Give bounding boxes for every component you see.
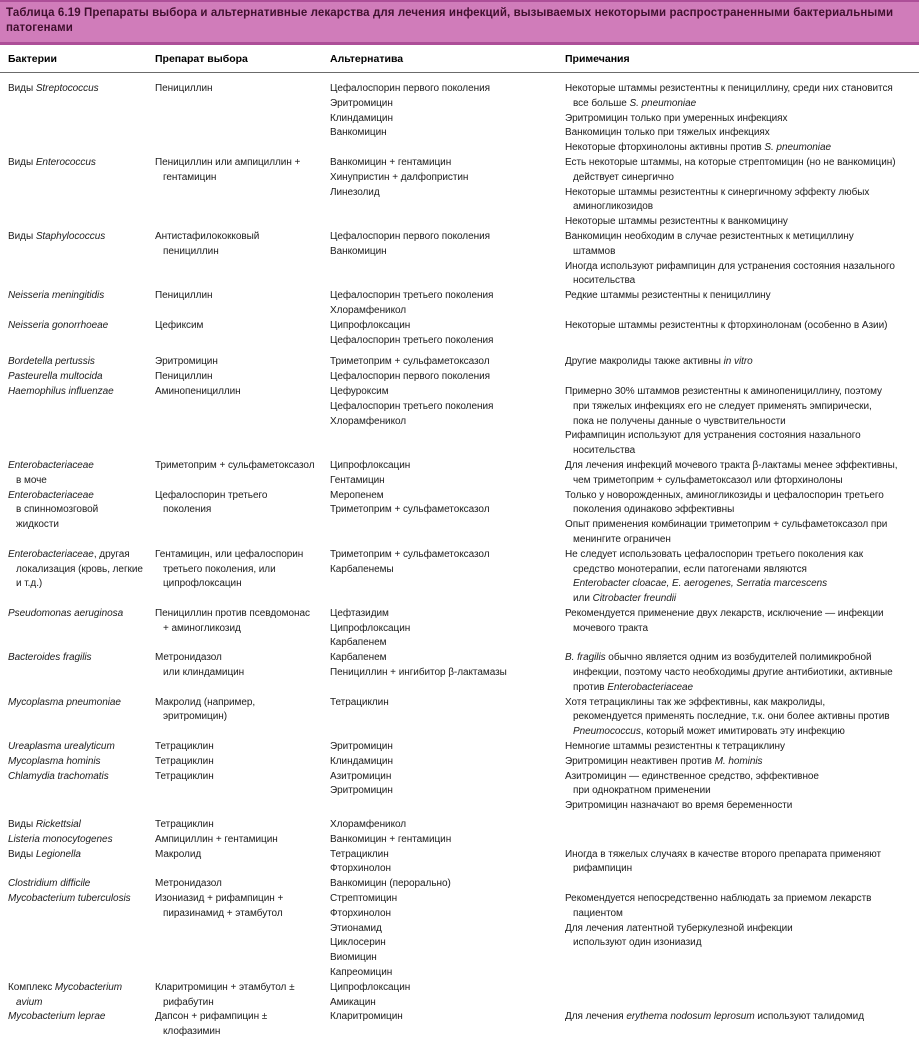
table-row <box>0 848 919 878</box>
cell-bacteria <box>8 370 155 385</box>
text-line: Кларитромицин + этамбутол ± <box>155 981 295 993</box>
text-line: или Citrobacter freundii <box>573 593 677 605</box>
cell-bacteria <box>8 696 155 711</box>
column-header-row <box>0 45 919 73</box>
text-line: Дапсон + рифампицин ± <box>155 1011 268 1023</box>
text-line: B. fragilis обычно является одним из возбудителей полимикробной <box>565 652 872 664</box>
text-line: Тетрациклин <box>155 770 214 782</box>
text-line: Рекомендуется применение двух лекарств, исключение — инфекции <box>565 607 884 619</box>
cell-bacteria <box>8 848 155 863</box>
text-line: Listeria monocytogenes <box>8 833 113 845</box>
table-row <box>0 892 919 981</box>
table-row <box>0 607 919 651</box>
cell-notes <box>565 651 919 695</box>
cell-notes <box>565 459 919 489</box>
text-line: Пенициллин + ингибитор β-лактамазы <box>330 667 507 679</box>
text-line: Есть некоторые штаммы, на которые стрептомицин (но не ванкомицин) <box>565 156 896 168</box>
text-line: Haemophilus influenzae <box>8 385 114 397</box>
table-row <box>0 755 919 770</box>
text-line: Ureaplasma urealyticum <box>8 741 115 753</box>
text-line: рекомендуется применять последние, т.к. они более активны против <box>573 711 890 723</box>
text-line: клофазимин <box>163 1026 221 1038</box>
cell-alternative <box>330 548 565 578</box>
cell-drug-of-choice <box>155 489 330 519</box>
text-line: Гентамицин <box>330 474 385 486</box>
cell-notes <box>565 230 919 289</box>
text-line: Цефуроксим <box>330 385 389 397</box>
text-line: Другие макролиды также активны in vitro <box>565 356 753 368</box>
cell-alternative <box>330 385 565 429</box>
cell-notes <box>565 740 919 755</box>
text-line: Эритромицин <box>155 356 218 368</box>
cell-alternative <box>330 1010 565 1025</box>
text-line: Тетрациклин <box>155 819 214 831</box>
text-line: Триметоприм + сульфаметоксазол <box>330 504 490 516</box>
text-line: Mycoplasma pneumoniae <box>8 696 121 708</box>
cell-bacteria <box>8 607 155 622</box>
text-line: Тетрациклин <box>330 848 389 860</box>
table-row <box>0 770 919 814</box>
cell-bacteria <box>8 892 155 907</box>
text-line: поколения одинаково эффективны <box>573 504 735 516</box>
table-row <box>0 877 919 892</box>
text-line: Клиндамицин <box>330 755 393 767</box>
table-row <box>0 156 919 230</box>
text-line: Аминопенициллин <box>155 385 241 397</box>
cell-notes <box>565 607 919 637</box>
cell-drug-of-choice <box>155 981 330 1011</box>
text-line: Линезолид <box>330 186 380 198</box>
cell-drug-of-choice <box>155 740 330 755</box>
cell-alternative <box>330 319 565 349</box>
cell-alternative <box>330 877 565 892</box>
cell-bacteria <box>8 981 155 1011</box>
text-line: Клиндамицин <box>330 112 393 124</box>
text-line: Некоторые фторхинолоны активны против S. pneumoniae <box>565 142 831 154</box>
text-line: Enterobacter cloacae, E. aerogenes, Serratia marcescens <box>573 578 828 590</box>
text-line: Виды Streptococcus <box>8 83 99 94</box>
cell-alternative <box>330 82 565 141</box>
text-line: Тетрациклин <box>155 755 214 767</box>
cell-bacteria <box>8 230 155 245</box>
column-header-notes: Примечания <box>565 53 630 65</box>
text-line: пока не получены данные о чувствительности <box>573 415 786 427</box>
cell-drug-of-choice <box>155 370 330 385</box>
cell-alternative <box>330 770 565 800</box>
text-line: Меропенем <box>330 489 384 501</box>
text-line: Азитромицин — единственное средство, эффективное <box>565 770 819 782</box>
text-line: Примерно 30% штаммов резистентны к аминопенициллину, поэтому <box>565 385 883 397</box>
text-line: Neisseria gonorrhoeae <box>8 319 109 331</box>
text-line: Цефалоспорин первого поколения <box>330 371 490 383</box>
text-line: Не следует использовать цефалоспорин третьего поколения как <box>565 548 864 560</box>
text-line: Цефалоспорин третьего <box>155 489 268 501</box>
text-line: Цефалоспорин третьего поколения <box>330 290 494 302</box>
text-line: менингите ограничен <box>573 533 671 545</box>
cell-alternative <box>330 355 565 370</box>
text-line: Некоторые штаммы резистентны к фторхинолонам (особенно в Азии) <box>565 319 888 331</box>
cell-drug-of-choice <box>155 696 330 726</box>
column-header-bacteria: Бактерии <box>8 53 57 65</box>
table-body <box>0 73 919 1040</box>
text-line: avium <box>16 996 43 1008</box>
cell-bacteria <box>8 82 155 97</box>
text-line: Ванкомицин только при тяжелых инфекциях <box>565 127 770 139</box>
table-row <box>0 833 919 848</box>
table-row <box>0 740 919 755</box>
cell-bacteria <box>8 877 155 892</box>
text-line: Немногие штаммы резистентны к тетрациклину <box>565 741 785 753</box>
table-row <box>0 818 919 833</box>
cell-alternative <box>330 370 565 385</box>
cell-notes <box>565 82 919 156</box>
text-line: Пенициллин <box>155 290 213 302</box>
text-line: Хлорамфеникол <box>330 819 407 831</box>
text-line: Фторхинолон <box>330 907 392 919</box>
text-line: Кларитромицин <box>330 1011 403 1023</box>
text-line: Виды Rickettsial <box>8 819 81 831</box>
text-line: Иногда используют рифампицин для устранения состояния назального <box>565 260 895 272</box>
table-row <box>0 1010 919 1040</box>
table-row <box>0 82 919 156</box>
text-line: Ванкомицин + гентамицин <box>330 833 452 845</box>
text-line: Триметоприм + сульфаметоксазол <box>330 356 490 368</box>
text-line: Виды Legionella <box>8 848 81 860</box>
text-line: Тетрациклин <box>330 696 389 708</box>
cell-alternative <box>330 651 565 681</box>
cell-notes <box>565 489 919 548</box>
text-line: Редкие штаммы резистентны к пенициллину <box>565 290 771 302</box>
cell-notes <box>565 355 919 370</box>
table-row <box>0 981 919 1011</box>
text-line: Изониазид + рифампицин + <box>155 893 284 905</box>
table-row <box>0 230 919 289</box>
cell-drug-of-choice <box>155 892 330 922</box>
text-line: Для лечения инфекций мочевого тракта β-лактамы менее эффективны, <box>565 459 898 471</box>
column-header-drug-of-choice: Препарат выбора <box>155 53 248 65</box>
cell-drug-of-choice <box>155 833 330 848</box>
cell-drug-of-choice <box>155 355 330 370</box>
text-line: Эритромицин назначают во время беременности <box>565 800 793 812</box>
text-line: жидкости <box>16 519 59 531</box>
text-line: пиразинамид + этамбутол <box>163 907 283 919</box>
cell-drug-of-choice <box>155 385 330 400</box>
text-line: Хлорамфеникол <box>330 304 407 316</box>
text-line: при однократном применении <box>573 785 711 797</box>
cell-alternative <box>330 156 565 200</box>
text-line: Цефтазидим <box>330 607 389 619</box>
cell-drug-of-choice <box>155 1010 330 1040</box>
cell-notes <box>565 319 919 334</box>
cell-bacteria <box>8 459 155 489</box>
text-line: Некоторые штаммы резистентны к синергичному эффекту любых <box>565 186 870 198</box>
text-line: Капреомицин <box>330 967 393 979</box>
cell-notes <box>565 848 919 878</box>
cell-drug-of-choice <box>155 848 330 863</box>
cell-drug-of-choice <box>155 230 330 260</box>
cell-drug-of-choice <box>155 877 330 892</box>
text-line: Цефиксим <box>155 319 204 331</box>
cell-alternative <box>330 607 565 651</box>
cell-drug-of-choice <box>155 818 330 833</box>
text-line: локализация (кровь, легкие <box>16 563 143 575</box>
table-row <box>0 319 919 349</box>
text-line: Для лечения erythema nodosum leprosum используют талидомид <box>565 1011 864 1023</box>
cell-alternative <box>330 489 565 519</box>
cell-alternative <box>330 755 565 770</box>
text-line: Амикацин <box>330 996 376 1008</box>
table-row <box>0 355 919 370</box>
text-line: Хлорамфеникол <box>330 415 407 427</box>
cell-bacteria <box>8 651 155 666</box>
text-line: Опыт применения комбинации триметоприм + сульфаметоксазол при <box>565 519 888 531</box>
text-line: пенициллин <box>163 245 219 257</box>
text-line: Антистафилококковый <box>155 230 260 242</box>
text-line: Макролид (например, <box>155 696 256 708</box>
cell-drug-of-choice <box>155 607 330 637</box>
text-line: Метронидазол <box>155 652 222 664</box>
cell-alternative <box>330 892 565 981</box>
column-header-alternative: Альтернатива <box>330 53 404 65</box>
text-line: против Enterobacteriaceae <box>573 681 694 693</box>
text-line: Фторхинолон <box>330 863 392 875</box>
text-line: Пенициллин или ампициллин + <box>155 156 301 168</box>
text-line: Макролид <box>155 848 202 860</box>
cell-drug-of-choice <box>155 156 330 186</box>
text-line: Только у новорожденных, аминогликозиды и цефалоспорин третьего <box>565 489 884 501</box>
cell-notes <box>565 892 919 951</box>
text-line: Триметоприм + сульфаметоксазол <box>330 548 490 560</box>
cell-alternative <box>330 981 565 1011</box>
cell-alternative <box>330 833 565 848</box>
text-line: Виды Enterococcus <box>8 156 96 168</box>
cell-notes <box>565 1010 919 1025</box>
cell-bacteria <box>8 818 155 833</box>
cell-notes <box>565 696 919 740</box>
text-line: Clostridium difficile <box>8 878 91 890</box>
text-line: пациентом <box>573 907 623 919</box>
text-line: Ванкомицин + гентамицин <box>330 156 452 168</box>
cell-drug-of-choice <box>155 82 330 97</box>
text-line: Карбапенем <box>330 637 387 649</box>
cell-drug-of-choice <box>155 319 330 334</box>
text-line: Neisseria meningitidis <box>8 290 105 302</box>
text-line: эритромицин) <box>163 711 227 723</box>
text-line: третьего поколения, или <box>163 563 276 575</box>
text-line: Mycobacterium tuberculosis <box>8 893 131 905</box>
cell-drug-of-choice <box>155 459 330 474</box>
cell-bacteria <box>8 1010 155 1025</box>
cell-drug-of-choice <box>155 548 330 592</box>
table-row <box>0 696 919 740</box>
text-line: Ванкомицин необходим в случае резистентных к метициллину <box>565 230 854 242</box>
table-row <box>0 651 919 695</box>
text-line: Пенициллин против псевдомонас <box>155 607 310 619</box>
text-line: Ванкомицин <box>330 127 387 139</box>
text-line: Bacteroides fragilis <box>8 652 92 664</box>
text-line: Ампициллин + гентамицин <box>155 833 278 845</box>
table-row <box>0 289 919 319</box>
text-line: штаммов <box>573 245 616 257</box>
text-line: Ципрофлоксацин <box>330 622 411 634</box>
text-line: Карбапенем <box>330 652 387 664</box>
text-line: Mycobacterium leprae <box>8 1011 106 1023</box>
cell-bacteria <box>8 770 155 785</box>
text-line: Комплекс Mycobacterium <box>8 981 123 993</box>
text-line: действует синергично <box>573 171 674 183</box>
cell-alternative <box>330 230 565 260</box>
cell-bacteria <box>8 755 155 770</box>
text-line: поколения <box>163 504 212 516</box>
cell-bacteria <box>8 548 155 592</box>
text-line: Ципрофлоксацин <box>330 319 411 331</box>
text-line: Карбапенемы <box>330 563 394 575</box>
text-line: Хинупристин + далфопристин <box>330 171 469 183</box>
cell-bacteria <box>8 489 155 533</box>
text-line: ципрофлоксацин <box>163 578 242 590</box>
table-row <box>0 370 919 385</box>
text-line: Циклосерин <box>330 937 386 949</box>
cell-alternative <box>330 459 565 489</box>
text-line: аминогликозидов <box>573 201 654 213</box>
table-title: Таблица 6.19 Препараты выбора и альтернативные лекарства для лечения инфекций, вызываемых некоторыми распространенными бактериальными патогенами <box>6 7 894 34</box>
text-line: средство монотерапии, если патогенами являются <box>573 563 807 575</box>
cell-alternative <box>330 848 565 878</box>
text-line: Некоторые штаммы резистентны к пенициллину, среди них становится <box>565 83 893 94</box>
cell-alternative <box>330 289 565 319</box>
cell-notes <box>565 385 919 459</box>
text-line: Стрептомицин <box>330 893 398 905</box>
cell-notes <box>565 289 919 304</box>
cell-notes <box>565 548 919 607</box>
cell-drug-of-choice <box>155 770 330 785</box>
text-line: + аминогликозид <box>163 622 241 634</box>
text-line: Хотя тетрациклины так же эффективны, как макролиды, <box>565 696 826 708</box>
text-line: Chlamydia trachomatis <box>8 770 109 782</box>
cell-drug-of-choice <box>155 289 330 304</box>
cell-bacteria <box>8 355 155 370</box>
text-line: используют один изониазид <box>573 937 702 949</box>
text-line: Виомицин <box>330 952 377 964</box>
text-line: при тяжелых инфекциях его не следует применять эмпирически, <box>573 400 872 412</box>
text-line: Этионамид <box>330 922 382 934</box>
text-line: Pseudomonas aeruginosa <box>8 607 124 619</box>
cell-notes <box>565 156 919 230</box>
text-line: Виды Staphylococcus <box>8 230 106 242</box>
text-line: Рифампицин используют для устранения состояния назального <box>565 430 861 442</box>
text-line: Bordetella pertussis <box>8 356 95 368</box>
text-line: инфекции, поэтому часто необходимы другие антибиотики, активные <box>573 667 893 679</box>
text-line: в спинномозговой <box>16 504 99 516</box>
cell-bacteria <box>8 156 155 171</box>
text-line: Некоторые штаммы резистентны к ванкомицину <box>565 216 788 228</box>
cell-notes <box>565 770 919 814</box>
text-line: и т.д.) <box>16 578 43 590</box>
text-line: Цефалоспорин третьего поколения <box>330 400 494 412</box>
text-line: рифабутин <box>163 996 214 1008</box>
cell-alternative <box>330 696 565 711</box>
table-row <box>0 489 919 548</box>
text-line: чем триметоприм + сульфаметоксазол или фторхинолоны <box>573 474 843 486</box>
cell-bacteria <box>8 385 155 400</box>
text-line: Цефалоспорин первого поколения <box>330 83 490 94</box>
text-line: Эритромицин неактивен против M. hominis <box>565 755 763 767</box>
cell-drug-of-choice <box>155 651 330 681</box>
text-line: Enterobacteriaceae <box>8 459 94 471</box>
text-line: гентамицин <box>163 171 217 183</box>
text-line: носительства <box>573 275 636 287</box>
text-line: Цефалоспорин третьего поколения <box>330 334 494 346</box>
text-line: Азитромицин <box>330 770 392 782</box>
text-line: Mycoplasma hominis <box>8 755 101 767</box>
text-line: Эритромицин только при умеренных инфекциях <box>565 112 788 124</box>
text-line: мочевого тракта <box>573 622 648 634</box>
table-title-bar <box>0 0 919 45</box>
text-line: Эритромицин <box>330 785 393 797</box>
text-line: Ципрофлоксацин <box>330 981 411 993</box>
cell-bacteria <box>8 740 155 755</box>
text-line: рифампицин <box>573 863 633 875</box>
text-line: Пенициллин <box>155 83 213 94</box>
cell-bacteria <box>8 319 155 334</box>
text-line: Enterobacteriaceae, другая <box>8 548 130 560</box>
table-row <box>0 459 919 489</box>
cell-bacteria <box>8 833 155 848</box>
text-line: Метронидазол <box>155 878 222 890</box>
text-line: Иногда в тяжелых случаях в качестве второго препарата применяют <box>565 848 882 860</box>
cell-alternative <box>330 818 565 833</box>
text-line: Цефалоспорин первого поколения <box>330 230 490 242</box>
cell-alternative <box>330 740 565 755</box>
text-line: Рекомендуется непосредственно наблюдать за приемом лекарств <box>565 893 872 905</box>
text-line: Ванкомицин (перорально) <box>330 878 451 890</box>
text-line: Для лечения латентной туберкулезной инфекции <box>565 922 793 934</box>
text-line: в моче <box>16 474 47 486</box>
cell-drug-of-choice <box>155 755 330 770</box>
text-line: Enterobacteriaceae <box>8 489 94 501</box>
text-line: Ванкомицин <box>330 245 387 257</box>
text-line: Pasteurella multocida <box>8 371 103 383</box>
text-line: или клиндамицин <box>163 667 245 679</box>
text-line: Эритромицин <box>330 97 393 109</box>
cell-bacteria <box>8 289 155 304</box>
table-row <box>0 385 919 459</box>
text-line: носительства <box>573 445 636 457</box>
text-line: Триметоприм + сульфаметоксазол <box>155 459 315 471</box>
text-line: Эритромицин <box>330 741 393 753</box>
text-line: все больше S. pneumoniae <box>573 97 697 109</box>
text-line: Тетрациклин <box>155 741 214 753</box>
text-line: Pneumococcus, который может имитировать эту инфекцию <box>573 726 845 738</box>
cell-notes <box>565 755 919 770</box>
text-line: Ципрофлоксацин <box>330 459 411 471</box>
text-line: Пенициллин <box>155 371 213 383</box>
table-row <box>0 548 919 607</box>
text-line: Гентамицин, или цефалоспорин <box>155 548 304 560</box>
